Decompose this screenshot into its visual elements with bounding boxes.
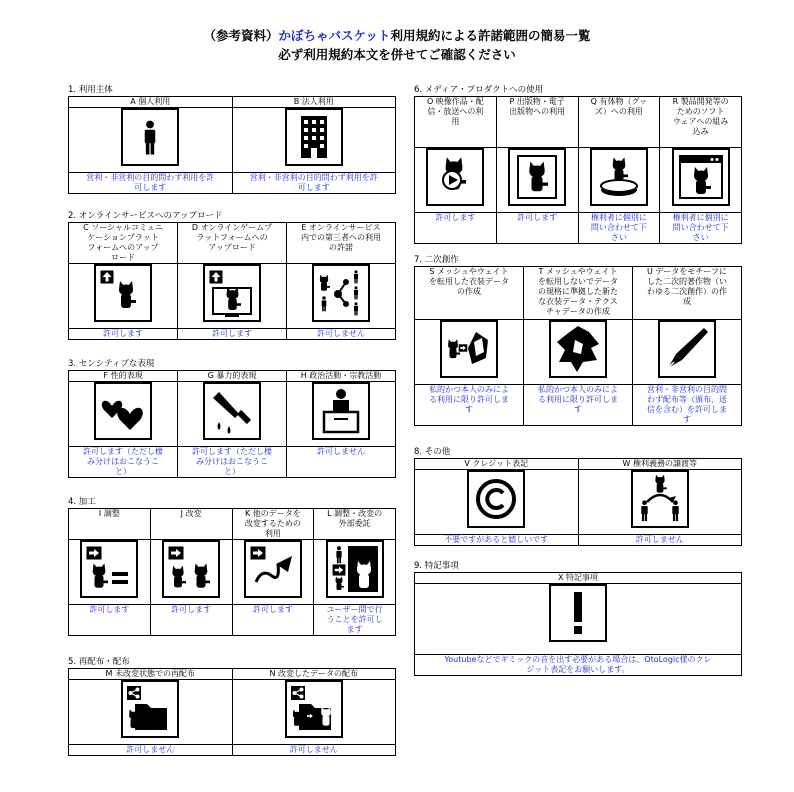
col-status-v: 不要ですがあると嬉しいです <box>415 535 579 546</box>
section-label: 5. 再配布・配布 <box>68 657 130 667</box>
section-usage-entity <box>68 84 396 194</box>
col-status-c: 許可します <box>69 329 178 340</box>
col-header-s: S メッシュやウェイト を転用した衣装データ の作成 <box>415 267 524 320</box>
section-table <box>414 458 742 546</box>
upload-monitor-cat-icon <box>203 264 261 322</box>
section-special-notes <box>414 560 742 676</box>
col-status-w: 許可しません <box>578 535 742 546</box>
exclamation-icon <box>549 584 607 642</box>
section-label: 7. 二次創作 <box>414 255 459 265</box>
col-header-a: A 個人利用 <box>69 97 233 108</box>
col-header-f: F 性的表現 <box>69 371 178 382</box>
col-header-j: J 改変 <box>150 509 232 540</box>
col-status-n: 許可しません <box>232 745 396 756</box>
section-table <box>414 572 742 676</box>
col-header-h: H 政治活動・宗教活動 <box>287 371 396 382</box>
section-label: 8. その他 <box>414 447 451 457</box>
col-status-x: Youtubeなどでギミックの音を出す必要がある場合は、OtoLogic様のクレ ジット表記をお願いします。 <box>415 655 742 676</box>
col-status-h: 許可しません <box>287 447 396 478</box>
col-header-o: O 映像作品・配 信・放送への利 用 <box>415 97 497 148</box>
col-header-d: D オンラインゲームプ ラットフォームへの アップロード <box>178 223 287 264</box>
col-header-l: L 調整・改変の 外部委託 <box>314 509 396 540</box>
goods-cat-icon <box>590 148 648 206</box>
col-header-i: I 調整 <box>69 509 151 540</box>
section-label: 1. 利用主体 <box>68 85 113 95</box>
col-header-v: V クレジット表記 <box>415 459 579 470</box>
section-redistribution <box>68 656 396 756</box>
section-table <box>68 668 396 756</box>
section-modification <box>68 496 396 636</box>
section-label: 9. 特記事項 <box>414 561 459 571</box>
col-status-g: 許可します（ただし棲 み分けはおこなうこ と） <box>178 447 287 478</box>
costume-new-icon <box>549 320 607 378</box>
section-label: 4. 加工 <box>68 497 96 507</box>
col-status-t: 私的かつ本人のみによ る利用に限り許可しま す <box>524 385 633 426</box>
col-header-u: U データをモチーフに した二次的著作物（い わゆる二次創作）の作 成 <box>633 267 742 320</box>
col-status-s: 私的かつ本人のみによ る利用に限り許可しま す <box>415 385 524 426</box>
title-brand: かぼちゃバスケット <box>278 28 391 43</box>
col-header-k: K 他のデータを 改変するための 利用 <box>232 509 314 540</box>
col-header-e: E オンラインサービス 内での第三者への利用 の許諾 <box>287 223 396 264</box>
upload-cat-icon <box>94 264 152 322</box>
col-status-q: 権利者に個別に 問い合わせて下 さい <box>578 213 660 244</box>
section-table <box>68 508 396 636</box>
col-status-a: 営利・非営利の目的問わず利用を許 可します <box>69 173 233 194</box>
section-table <box>68 222 396 340</box>
section-table <box>68 370 396 478</box>
pen-nib-icon <box>658 320 716 378</box>
section-label: 3. センシティブな表現 <box>68 359 155 369</box>
share-sublicense-icon <box>312 264 370 322</box>
col-status-m: 許可しません <box>69 745 233 756</box>
section-online-upload <box>68 210 396 340</box>
col-status-f: 許可します（ただし棲 み分けはおこなうこ と） <box>69 447 178 478</box>
hearts-icon <box>94 382 152 440</box>
person-icon <box>121 108 179 166</box>
col-status-k: 許可します <box>232 605 314 636</box>
transfer-rights-icon <box>631 470 689 528</box>
costume-mesh-icon <box>440 320 498 378</box>
section-label: 2. オンラインサービスへのアップロード <box>68 211 223 221</box>
col-header-t: T メッシュやウェイト を転用しないでデータ の規格に準拠した新た な衣装データ・テクス チャデータの作成 <box>524 267 633 320</box>
section-table <box>68 96 396 194</box>
col-status-d: 許可します <box>178 329 287 340</box>
col-status-i: 許可します <box>69 605 151 636</box>
title-prefix: （参考資料） <box>203 28 279 43</box>
col-header-p: P 出版物・電子 出版物への利用 <box>496 97 578 148</box>
page-subtitle: 必ず利用規約本文を併せてご確認ください <box>278 47 516 62</box>
col-status-j: 許可します <box>150 605 232 636</box>
col-status-o: 許可します <box>415 213 497 244</box>
section-derivative-works <box>414 254 742 426</box>
knife-icon <box>203 382 261 440</box>
office-building-icon <box>285 108 343 166</box>
section-sensitive-expression <box>68 358 396 478</box>
copyright-icon <box>467 470 525 528</box>
col-header-r: R 製品開発等の ためのソフト ウェアへの組み 込み <box>660 97 742 148</box>
section-other <box>414 446 742 546</box>
col-status-e: 許可しません <box>287 329 396 340</box>
transform-icon <box>244 540 302 598</box>
title-rest: 利用規約による許諾範囲の簡易一覧 <box>390 28 591 43</box>
outsource-icon <box>326 540 384 598</box>
col-status-b: 営利・非営利の目的問わず利用を許 可します <box>232 173 396 194</box>
section-media-products <box>414 84 742 244</box>
col-status-l: ユーザー間で行 うことを許可し ます <box>314 605 396 636</box>
adjust-equal-icon <box>80 540 138 598</box>
publication-cat-icon <box>508 148 566 206</box>
col-header-q: Q 有体物（グッ ズ）への利用 <box>578 97 660 148</box>
col-status-p: 許可します <box>496 213 578 244</box>
modify-cats-icon <box>162 540 220 598</box>
col-header-b: B 法人利用 <box>232 97 396 108</box>
section-table <box>414 96 742 244</box>
col-status-r: 権利者に個別に 問い合わせて下 さい <box>660 213 742 244</box>
software-window-cat-icon <box>672 148 730 206</box>
col-header-n: N 改変したデータの配布 <box>232 669 396 680</box>
col-header-c: C ソーシャルコミュニ ケーションプラット フォームへのアップ ロード <box>69 223 178 264</box>
section-label: 6. メディア・プロダクトへの使用 <box>414 85 544 95</box>
col-header-m: M 未改変状態での再配布 <box>69 669 233 680</box>
page-title <box>0 26 794 44</box>
video-cat-icon <box>426 148 484 206</box>
col-header-w: W 権利義務の譲渡等 <box>578 459 742 470</box>
section-table <box>414 266 742 426</box>
share-folder-icon <box>121 680 179 738</box>
podium-speaker-icon <box>312 382 370 440</box>
col-header-g: G 暴力的表現 <box>178 371 287 382</box>
col-header-x: X 特記事項 <box>415 573 742 584</box>
col-status-u: 営利・非営利の目的問 わず配布等（頒布、送 信を含む）を許可しま す <box>633 385 742 426</box>
share-folder-modified-icon <box>285 680 343 738</box>
